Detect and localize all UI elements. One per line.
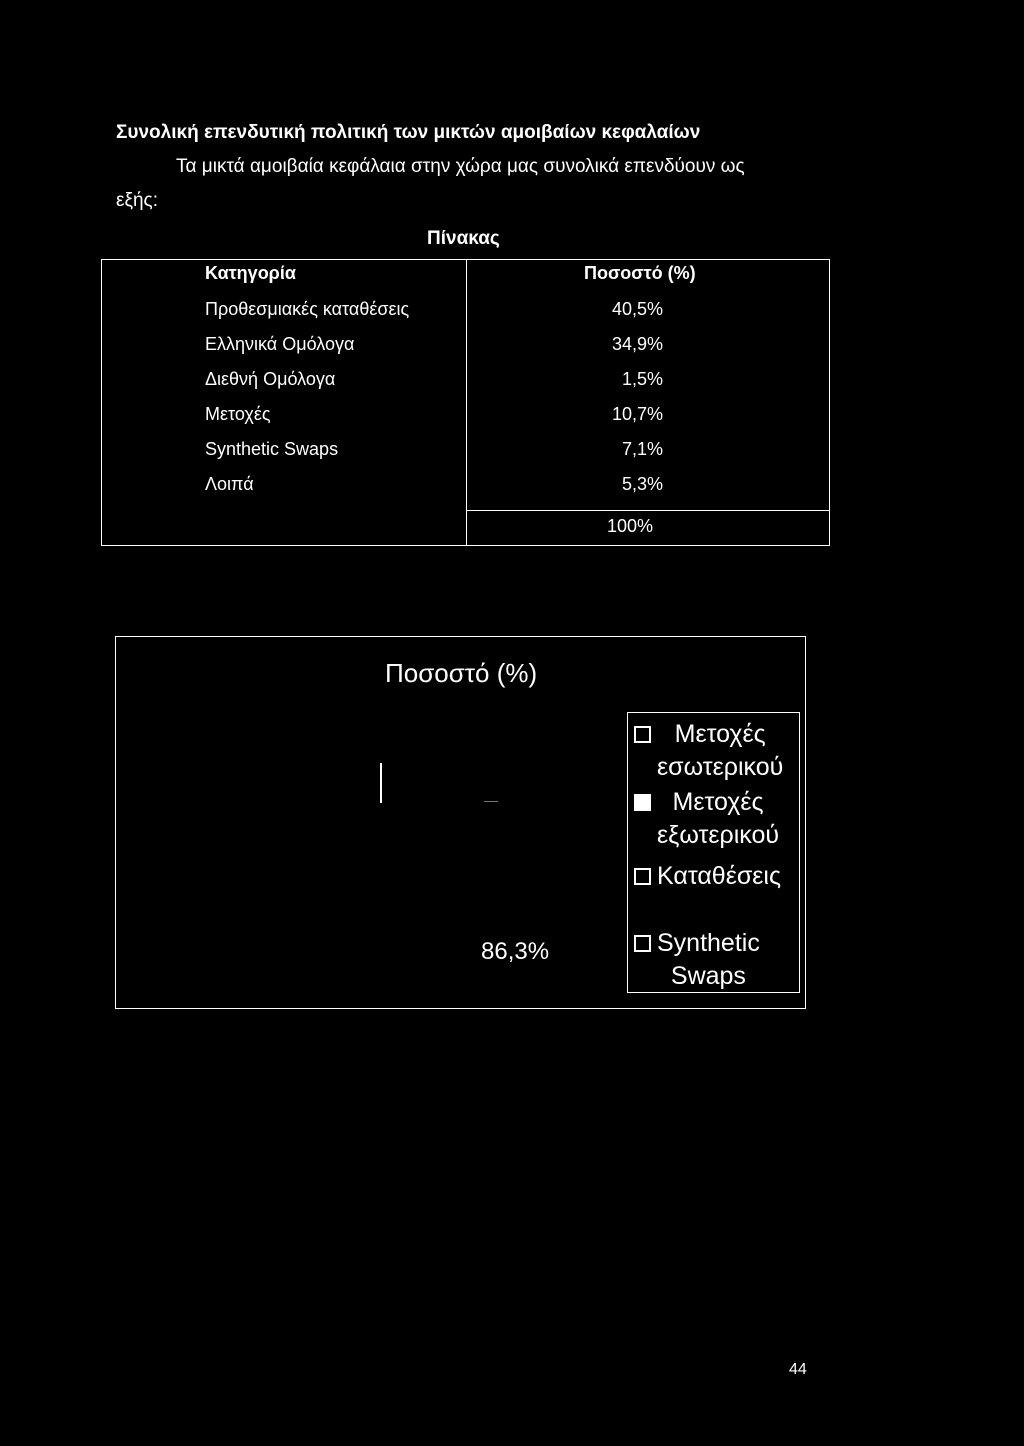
table-row-percent: 5,3% — [621, 474, 663, 494]
table-row-percent: 10,7% — [611, 404, 663, 424]
chart-title: Ποσοστό (%) — [385, 658, 538, 688]
table-row-percent: 34,9% — [611, 334, 663, 354]
table-row-category: Ελληνικά Ομόλογα — [205, 334, 355, 354]
section-heading: Συνολική επενδυτική πολιτική των μικτών αμοιβαίων κεφαλαίων — [116, 122, 701, 143]
table-caption: Πίνακας — [427, 228, 500, 249]
table-column-divider — [466, 259, 467, 546]
legend-label: Μετοχές εσωτερικού — [657, 720, 784, 781]
legend-swatch-outline-icon — [634, 935, 651, 952]
table-row-category: Μετοχές — [205, 404, 271, 424]
pie-data-label: 86,3% — [481, 938, 550, 965]
table-row-percent: 1,5% — [621, 369, 663, 389]
legend-swatch-outline-icon — [634, 868, 651, 885]
legend-label: Synthetic Swaps — [657, 929, 760, 990]
legend-label: Μετοχές εξωτερικού — [657, 788, 780, 849]
legend-item — [634, 718, 783, 784]
legend-item — [634, 786, 779, 852]
legend-swatch-filled-icon — [634, 794, 651, 811]
column-header-category: Κατηγορία — [205, 263, 296, 283]
table-row-category: Synthetic Swaps — [205, 439, 339, 459]
table-total-value: 100% — [607, 516, 654, 536]
legend-label: Καταθέσεις — [657, 862, 782, 890]
intro-line-2: εξής: — [116, 190, 158, 211]
legend-swatch-outline-icon — [634, 726, 651, 743]
pie-slice-edge — [380, 763, 382, 803]
table-total-rule — [466, 510, 830, 511]
table-row-category: Προθεσμιακές καταθέσεις — [205, 299, 410, 319]
legend-item — [634, 927, 760, 993]
legend-item — [634, 860, 781, 893]
table-row-percent: 40,5% — [611, 299, 663, 319]
intro-line-1: Τα μικτά αμοιβαία κεφάλαια στην χώρα μας συνολικά επενδύουν ως — [176, 156, 745, 177]
page-number: 44 — [789, 1361, 807, 1378]
column-header-percent: Ποσοστό (%) — [584, 263, 696, 283]
table-row-category: Λοιπά — [205, 474, 254, 494]
table-row-category: Διεθνή Ομόλογα — [205, 369, 336, 389]
pie-slice-edge-faint — [484, 801, 498, 802]
table-row-percent: 7,1% — [621, 439, 663, 459]
